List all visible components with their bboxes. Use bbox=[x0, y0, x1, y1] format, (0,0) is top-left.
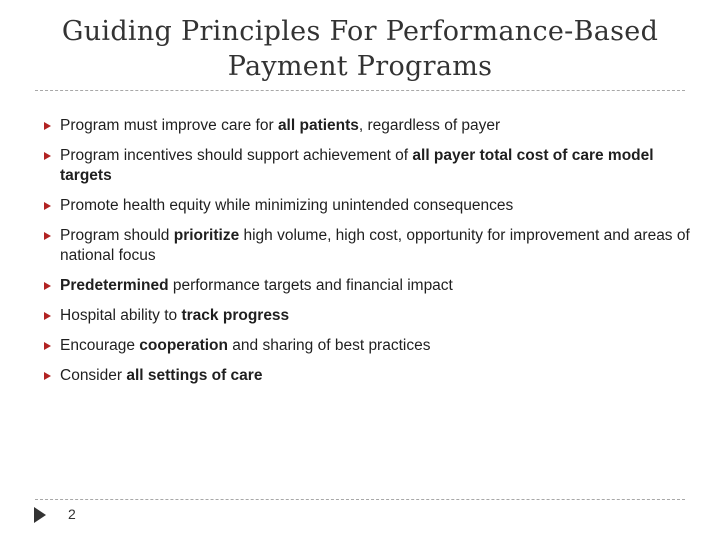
bullet-item bbox=[42, 196, 692, 216]
bullet-triangle-icon bbox=[44, 122, 51, 130]
bullet-list bbox=[42, 116, 692, 396]
bullet-item bbox=[42, 366, 692, 386]
bullet-triangle-icon bbox=[44, 232, 51, 240]
bullet-emphasis-text: Predetermined bbox=[60, 277, 169, 294]
bullet-triangle-icon bbox=[44, 342, 51, 350]
bullet-item bbox=[42, 306, 692, 326]
bullet-item bbox=[42, 336, 692, 356]
bullet-text: Consider bbox=[60, 367, 127, 384]
page-number: 2 bbox=[68, 506, 76, 522]
bullet-text: Program incentives should support achievement of bbox=[60, 147, 413, 164]
bullet-text: , regardless of payer bbox=[358, 117, 501, 134]
bullet-emphasis-text: cooperation bbox=[139, 337, 228, 354]
bullet-item bbox=[42, 116, 692, 136]
bullet-emphasis-text: all payer total cost of care model targets bbox=[60, 147, 654, 184]
bullet-text: performance targets and financial impact bbox=[168, 277, 453, 294]
title-divider bbox=[35, 90, 685, 91]
bullet-text: Promote health equity while minimizing unintended consequences bbox=[60, 197, 514, 214]
bullet-text: Program must improve care for bbox=[60, 117, 278, 134]
slide-title-line-2: Payment Programs bbox=[227, 51, 493, 82]
bullet-triangle-icon bbox=[44, 202, 51, 210]
slide-title-line-1: Guiding Principles For Performance-Based bbox=[61, 16, 659, 47]
bullet-triangle-icon bbox=[44, 312, 51, 320]
bullet-item bbox=[42, 146, 692, 186]
bullet-text: Program should bbox=[60, 227, 174, 244]
slide-title bbox=[30, 14, 690, 84]
bullet-triangle-icon bbox=[44, 152, 51, 160]
bullet-emphasis-text: all settings of care bbox=[126, 367, 263, 384]
bullet-text: Encourage bbox=[60, 337, 140, 354]
bullet-triangle-icon bbox=[44, 282, 51, 290]
bullet-triangle-icon bbox=[44, 372, 51, 380]
bullet-text: Hospital ability to bbox=[60, 307, 182, 324]
bullet-item bbox=[42, 276, 692, 296]
bullet-emphasis-text: track progress bbox=[181, 307, 290, 324]
bullet-emphasis-text: all patients bbox=[277, 117, 359, 134]
footer-triangle-icon bbox=[34, 507, 46, 523]
footer-divider bbox=[35, 499, 685, 500]
bullet-text: high volume, high cost, opportunity for improvement and areas of national focus bbox=[60, 227, 690, 264]
bullet-text: and sharing of best practices bbox=[227, 337, 431, 354]
bullet-item bbox=[42, 226, 692, 266]
bullet-emphasis-text: prioritize bbox=[173, 227, 240, 244]
